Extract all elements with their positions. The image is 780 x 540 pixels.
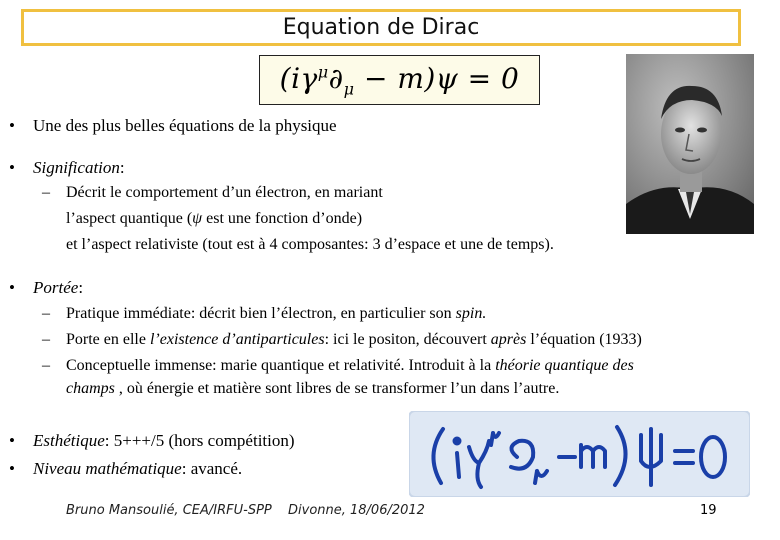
sub-conceptuelle: Conceptuelle immense: marie quantique et relativité. Introduit à la théorie quantique des bbox=[66, 357, 634, 374]
sub-pratique: Pratique immédiate: décrit bien l’électron, en particulier son spin. bbox=[66, 305, 487, 322]
bullet-belles-equations: Une des plus belles équations de la physique bbox=[33, 116, 337, 135]
page-number: 19 bbox=[700, 503, 717, 518]
bullet-portee: Portée: bbox=[33, 278, 84, 297]
dirac-equation: $(i\gamma^\mu\partial_\mu - m)\psi = 0$ bbox=[279, 61, 520, 99]
sub-comportement: Décrit le comportement d’un électron, en mariant bbox=[66, 184, 383, 201]
sub-antiparticules: Porte en elle l’existence d’antiparticules: ici le positon, découvert après l’équation (1933) bbox=[66, 331, 642, 348]
footer-place-date: Divonne, 18/06/2012 bbox=[288, 503, 425, 518]
footer-author: Bruno Mansoulié, CEA/IRFU-SPP bbox=[66, 503, 272, 518]
dirac-portrait bbox=[626, 54, 754, 234]
sub-champs: champs , où énergie et matière sont libres de se transformer l’un dans l’autre. bbox=[66, 380, 560, 397]
sub-aspect-quantique: l’aspect quantique (ψ est une fonction d’onde) bbox=[66, 210, 363, 227]
bullet-esthetique: Esthétique: 5+++/5 (hors compétition) bbox=[33, 431, 295, 450]
bullet-niveau: Niveau mathématique: avancé. bbox=[33, 459, 243, 478]
handwritten-equation-image bbox=[409, 411, 750, 497]
title-box bbox=[21, 9, 741, 46]
bullet-signification: Signification: bbox=[33, 158, 125, 177]
dirac-equation-box bbox=[259, 55, 540, 105]
sub-aspect-relativiste: et l’aspect relativiste (tout est à 4 composantes: 3 d’espace et une de temps). bbox=[66, 236, 554, 253]
slide-title: Equation de Dirac bbox=[282, 15, 480, 40]
